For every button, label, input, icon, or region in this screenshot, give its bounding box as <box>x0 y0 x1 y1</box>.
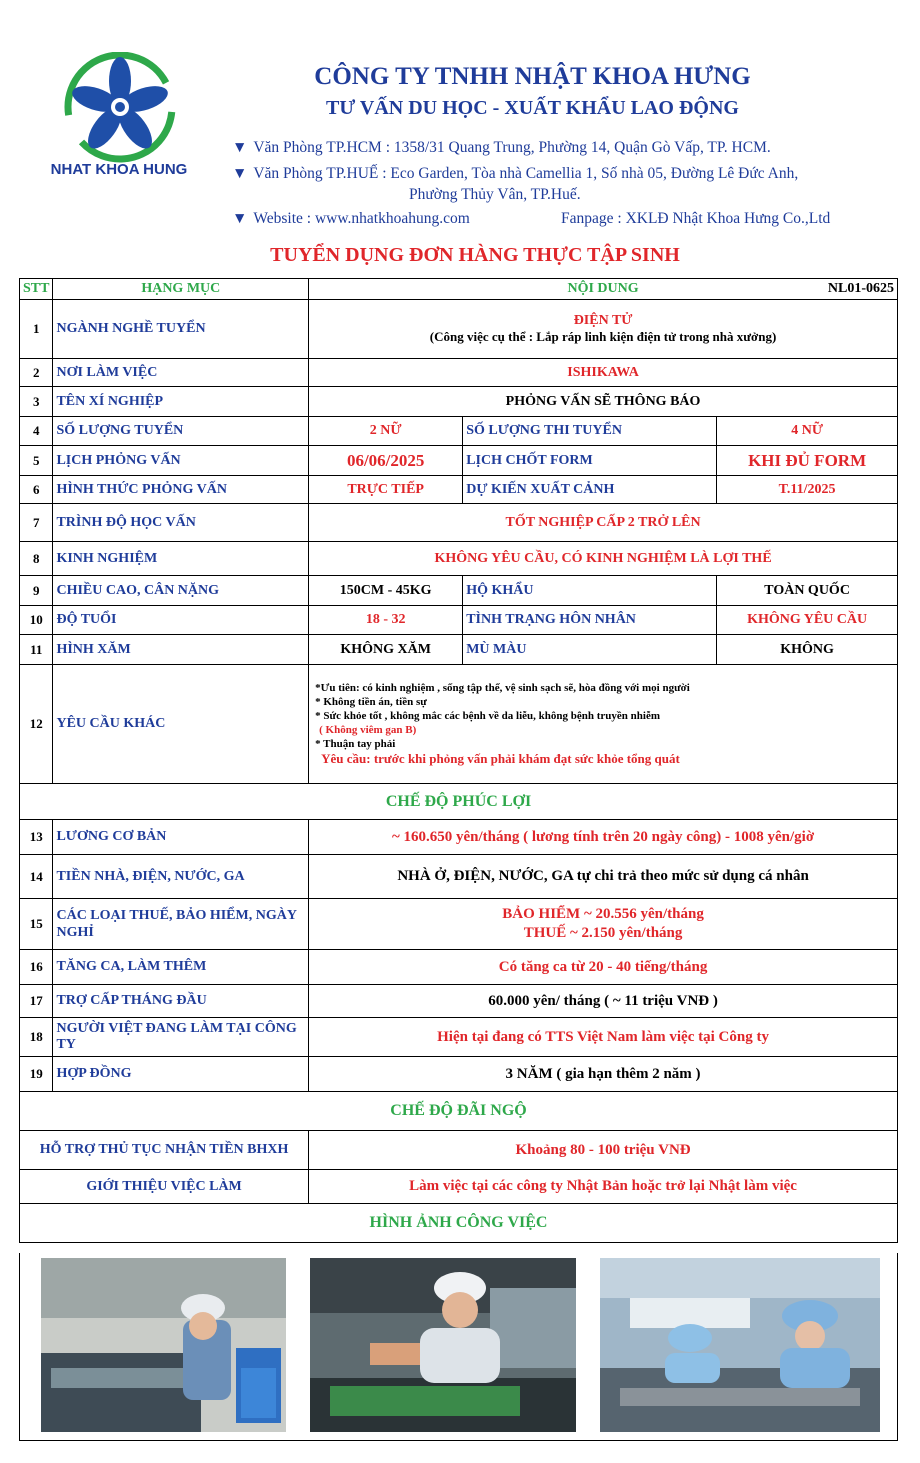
table-row: 17 TRỢ CẤP THÁNG ĐẦU 60.000 yên/ tháng ( ~ 11 triệu VNĐ ) <box>20 985 898 1018</box>
table-row: 4 SỐ LƯỢNG TUYỂN 2 NỮ SỐ LƯỢNG THI TUYỂN 4 NỮ <box>20 417 898 446</box>
table-row: 3 TÊN XÍ NGHIỆP PHỎNG VẤN SẼ THÔNG BÁO <box>20 387 898 417</box>
logo-text: NHAT KHOA HUNG <box>50 161 188 178</box>
header-category: HẠNG MỤC <box>53 279 309 300</box>
header-stt: STT <box>20 279 53 300</box>
table-row: 11 HÌNH XĂM KHÔNG XĂM MÙ MÀU KHÔNG <box>20 635 898 665</box>
page-title: TUYỂN DỤNG ĐƠN HÀNG THỰC TẬP SINH <box>270 244 680 266</box>
section-images: HÌNH ẢNH CÔNG VIỆC <box>20 1204 898 1243</box>
website-link[interactable]: ▼ Website : www.nhatkhoahung.com <box>232 210 470 227</box>
table-row: 1 NGÀNH NGHỀ TUYỂN ĐIỆN TỬ (Công việc cụ thể : Lắp ráp linh kiện điện tử trong nhà xưởng) <box>20 300 898 359</box>
other-requirements: *Ưu tiên: có kinh nghiệm , sống tập thể, vệ sinh sạch sẽ, hòa đồng với mọi người * Không tiền án, tiền sự * Sức khỏe tốt , không mắc các bệnh về da liễu, không bệnh truyền nhiễm ( Không viêm gan B) * Thuận tay phải Yêu cầu: trước khi phỏng vấn phải khám đạt sức khỏe tổng quát <box>309 665 898 784</box>
triangle-down-icon: ▼ <box>232 210 248 227</box>
table-row: GIỚI THIỆU VIỆC LÀM Làm việc tại các công ty Nhật Bản hoặc trở lại Nhật làm việc <box>20 1170 898 1204</box>
table-row: 6 HÌNH THỨC PHỎNG VẤN TRỰC TIẾP DỰ KIẾN XUẤT CẢNH T.11/2025 <box>20 476 898 504</box>
triangle-down-icon: ▼ <box>232 165 248 182</box>
work-photo-3 <box>600 1258 880 1432</box>
table-header <box>20 279 898 300</box>
table-row: 18 NGƯỜI VIỆT ĐANG LÀM TẠI CÔNG TY Hiện tại đang có TTS Việt Nam làm việc tại Công ty <box>20 1018 898 1057</box>
section-welfare: CHẾ ĐỘ PHÚC LỢI <box>20 784 898 820</box>
company-subtitle: TƯ VẤN DU HỌC - XUẤT KHẨU LAO ĐỘNG <box>326 97 739 119</box>
table-row: 16 TĂNG CA, LÀM THÊM Có tăng ca từ 20 - 40 tiếng/tháng <box>20 950 898 985</box>
job-description: (Công việc cụ thể : Lắp ráp linh kiện điện tử trong nhà xưởng) <box>429 329 777 344</box>
work-photo-1 <box>41 1258 286 1432</box>
table-row: 7 TRÌNH ĐỘ HỌC VẤN TỐT NGHIỆP CẤP 2 TRỞ LÊN <box>20 504 898 542</box>
table-row: 8 KINH NGHIỆM KHÔNG YÊU CẦU, CÓ KINH NGHIỆM LÀ LỢI THẾ <box>20 542 898 576</box>
table-row: 2 NƠI LÀM VIỆC ISHIKAWA <box>20 359 898 387</box>
order-code: NL01-0625 <box>827 281 894 296</box>
office-hcm: ▼ Văn Phòng TP.HCM : 1358/31 Quang Trung, Phường 14, Quận Gò Vấp, TP. HCM. <box>232 139 771 156</box>
fanpage-link[interactable]: Fanpage : XKLĐ Nhật Khoa Hưng Co.,Ltd <box>561 210 831 227</box>
section-benefits: CHẾ ĐỘ ĐÃI NGỘ <box>20 1092 898 1131</box>
job-field: ĐIỆN TỬ <box>573 313 633 328</box>
table-row: 12 YÊU CẦU KHÁC *Ưu tiên: có kinh nghiệm , sống tập thể, vệ sinh sạch sẽ, hòa đồng với mọi người * Không tiền án, tiền sự * Sức khỏe tốt , không mắc các bệnh về da liễu, không bệnh truyền nhiễm ( Không viêm gan B) * Thuận tay phải Yêu cầu: trước khi phỏng vấn phải khám đạt sức khỏe tổng quát <box>20 665 898 784</box>
table-row: HỖ TRỢ THỦ TỤC NHẬN TIỀN BHXH Khoảng 80 - 100 triệu VNĐ <box>20 1131 898 1170</box>
triangle-down-icon: ▼ <box>232 139 248 156</box>
table-row: 10 ĐỘ TUỔI 18 - 32 TÌNH TRẠNG HÔN NHÂN KHÔNG YÊU CẦU <box>20 606 898 635</box>
job-table <box>19 278 898 1243</box>
table-row: 14 TIỀN NHÀ, ĐIỆN, NƯỚC, GA NHÀ Ở, ĐIỆN, NƯỚC, GA tự chi trả theo mức sử dụng cá nhân <box>20 855 898 899</box>
work-photo-2 <box>310 1258 576 1432</box>
table-row: 5 LỊCH PHỎNG VẤN 06/06/2025 LỊCH CHỐT FORM KHI ĐỦ FORM <box>20 446 898 476</box>
office-hue-line2: Phường Thủy Vân, TP.Huế. <box>409 186 581 203</box>
header-content: NỘI DUNG NL01-0625 <box>309 279 898 300</box>
table-row: 13 LƯƠNG CƠ BẢN ~ 160.650 yên/tháng ( lương tính trên 20 ngày công) - 1008 yên/giờ <box>20 820 898 855</box>
work-photos <box>19 1253 898 1441</box>
company-name: CÔNG TY TNHH NHẬT KHOA HƯNG <box>314 63 751 90</box>
office-hue: ▼ Văn Phòng TP.HUẾ : Eco Garden, Tòa nhà Camellia 1, Số nhà 05, Đường Lê Đức Anh, <box>232 165 799 182</box>
table-row: 15 CÁC LOẠI THUẾ, BẢO HIỂM, NGÀY NGHỈ BẢO HIỂM ~ 20.556 yên/tháng THUẾ ~ 2.150 yên/tháng <box>20 899 898 950</box>
table-row: 9 CHIỀU CAO, CÂN NẶNG 150CM - 45KG HỘ KHẨU TOÀN QUỐC <box>20 576 898 606</box>
table-row: 19 HỢP ĐỒNG 3 NĂM ( gia hạn thêm 2 năm ) <box>20 1057 898 1092</box>
